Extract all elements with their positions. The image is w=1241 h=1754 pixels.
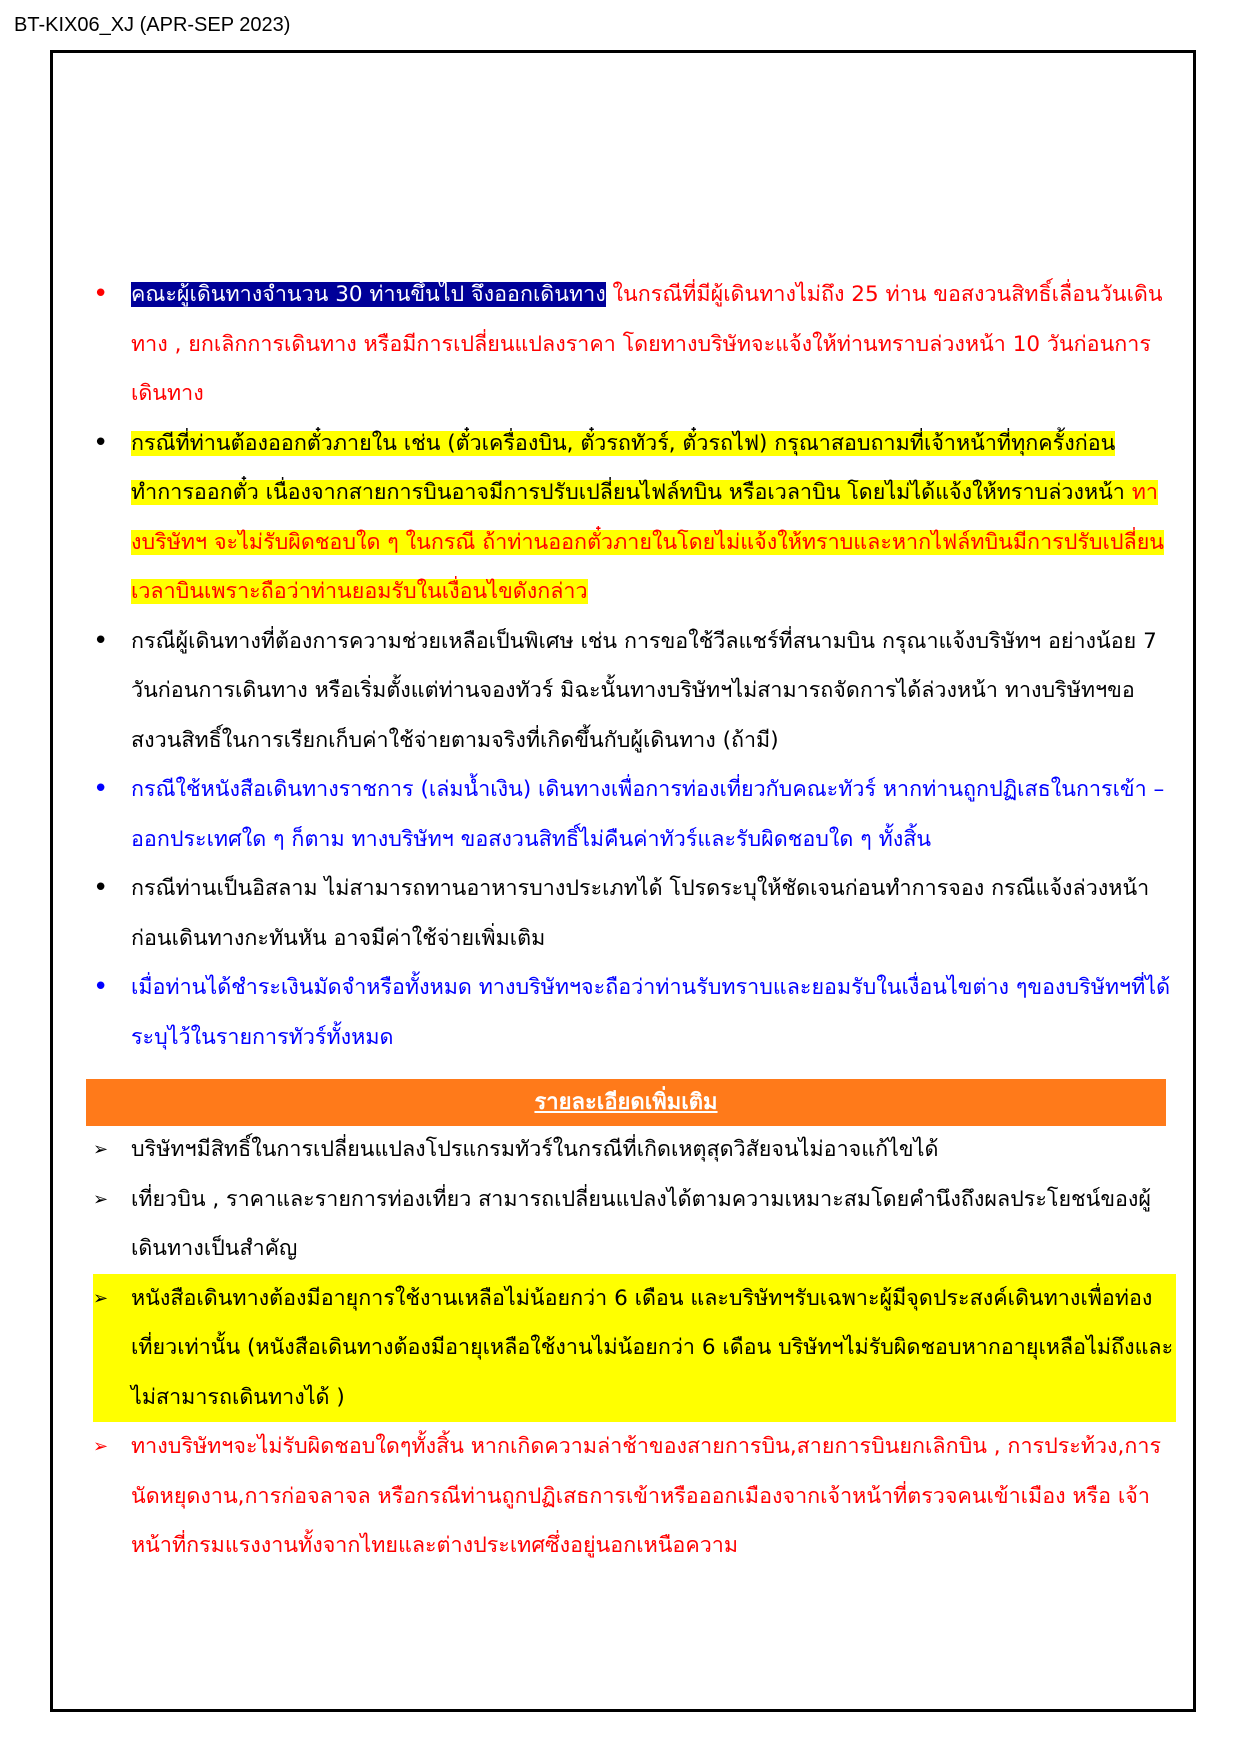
- program-change-text: บริษัทฯมีสิทธิ์ในการเปลี่ยนแปลงโปรแกรมทัวร์ในกรณีที่เกิดเหตุสุดวิสัยจนไม่อาจแก้ไขได้: [131, 1137, 939, 1162]
- flight-price-change-text: เที่ยวบิน , ราคาและรายการท่องเที่ยว สามารถเปลี่ยนแปลงได้ตามความเหมาะสมโดยคำนึงถึงผลประโยชน์ของผู้เดินทางเป็นสำคัญ: [131, 1186, 1152, 1261]
- section-header-more-details: รายละเอียดเพิ่มเติม: [86, 1079, 1166, 1126]
- bullet-dot-icon: •: [93, 873, 109, 903]
- muslim-meals-text: กรณีท่านเป็นอิสลาม ไม่สามารถทานอาหารบางประเภทได้ โปรดระบุให้ชัดเจนก่อนทำการจอง กรณีแจ้งล่วงหน้าก่อนเดินทางกะทันหัน อาจมีค่าใช้จ่ายเพิ่มเติม: [131, 876, 1150, 951]
- official-passport-text: กรณีใช้หนังสือเดินทางราชการ (เล่มน้ำเงิน) เดินทางเพื่อการท่องเที่ยวกับคณะทัวร์ หากท่านถูกปฏิเสธในการเข้า – ออกประเทศใด ๆ ก็ตาม ทางบริษัทฯ ขอสงวนสิทธิ์ไม่คืนค่าทัวร์และรับผิดชอบใด ๆ ทั้งสิ้น: [131, 777, 1165, 852]
- arrow-bullet-icon: ➢: [93, 1436, 109, 1457]
- list-item-special-assistance: [76, 617, 1176, 766]
- arrow-bullet-icon: ➢: [93, 1287, 109, 1309]
- list-item-passport-validity: [93, 1274, 1176, 1423]
- list-item-domestic-ticket: [76, 419, 1176, 617]
- min-travelers-text: ในกรณีที่มีผู้เดินทางไม่ถึง 25 ท่าน ขอสงวนสิทธิ์เลื่อนวันเดินทาง , ยกเลิกการเดินทาง หรือมีการเปลี่ยนแปลงราคา โดยทางบริษัทจะแจ้งให้ท่านทราบล่วงหน้า 10 วันก่อนการเดินทาง: [131, 282, 1163, 406]
- more-details-list: [76, 1125, 1176, 1571]
- list-item-flight-price-change: [76, 1175, 1176, 1274]
- bullet-dot-icon: •: [93, 279, 109, 309]
- conditions-bullet-list: [76, 270, 1176, 1062]
- domestic-ticket-warning: ทางบริษัทฯ จะไม่รับผิดชอบใด ๆ ในกรณี ถ้าท่านออกตั๋วภายในโดยไม่แจ้งให้ทราบและหากไฟล์ทบินมีการปรับเปลี่ยนเวลาบินเพราะถือว่าท่านยอมรับในเงื่อนไขดังกล่าว: [131, 480, 1164, 604]
- list-item-muslim-meals: [76, 864, 1176, 963]
- list-item-liability-disclaimer: [76, 1422, 1176, 1571]
- special-assistance-text: กรณีผู้เดินทางที่ต้องการความช่วยเหลือเป็นพิเศษ เช่น การขอใช้วีลแชร์ที่สนามบิน กรุณาแจ้งบริษัทฯ อย่างน้อย 7 วันก่อนการเดินทาง หรือเริ่มตั้งแต่ท่านจองทัวร์ มิฉะนั้นทางบริษัทฯไม่สามารถจัดการได้ล่วงหน้า ทางบริษัทฯขอสงวนสิทธิ์ในการเรียกเก็บค่าใช้จ่ายตามจริงที่เกิดขึ้นกับผู้เดินทาง (ถ้ามี): [131, 628, 1157, 753]
- payment-acceptance-text: เมื่อท่านได้ชำระเงินมัดจำหรือทั้งหมด ทางบริษัทฯจะถือว่าท่านรับทราบและยอมรับในเงื่อนไขต่าง ๆของบริษัทฯที่ได้ระบุไว้ในรายการทัวร์ทั้งหมด: [131, 975, 1171, 1050]
- bullet-dot-icon: •: [93, 625, 109, 656]
- list-item-payment-acceptance: [76, 963, 1176, 1062]
- arrow-bullet-icon: ➢: [93, 1188, 109, 1210]
- list-item-program-change: [76, 1125, 1176, 1175]
- list-item-min-travelers: [76, 270, 1176, 419]
- bullet-dot-icon: •: [93, 427, 109, 458]
- min-travelers-highlight: คณะผู้เดินทางจำนวน 30 ท่านขึ้นไป จึงออกเดินทาง: [131, 282, 606, 307]
- passport-validity-text: หนังสือเดินทางต้องมีอายุการใช้งานเหลือไม่น้อยกว่า 6 เดือน และบริษัทฯรับเฉพาะผู้มีจุดประสงค์เดินทางเพื่อท่องเที่ยวเท่านั้น (หนังสือเดินทางต้องมีอายุเหลือใช้งานไม่น้อยกว่า 6 เดือน บริษัทฯไม่รับผิดชอบหากอายุเหลือไม่ถึงและไม่สามารถเดินทางได้ ): [131, 1285, 1174, 1410]
- bullet-dot-icon: •: [93, 972, 109, 1002]
- bullet-dot-icon: •: [93, 774, 109, 804]
- liability-disclaimer-text: ทางบริษัทฯจะไม่รับผิดชอบใดๆทั้งสิ้น หากเกิดความล่าช้าของสายการบิน,สายการบินยกเลิกบิน , การประท้วง,การนัดหยุดงาน,การก่อจลาจล หรือกรณีท่านถูกปฏิเสธการเข้าหรือออกเมืองจากเจ้าหน้าที่ตรวจคนเข้าเมือง หรือ เจ้าหน้าที่กรมแรงงานทั้งจากไทยและต่างประเทศซึ่งอยู่นอกเหนือความ: [131, 1434, 1162, 1558]
- domestic-ticket-text: กรณีที่ท่านต้องออกตั๋วภายใน เช่น (ตั๋วเครื่องบิน, ตั๋วรถทัวร์, ตั๋วรถไฟ) กรุณาสอบถามที่เจ้าหน้าที่ทุกครั้งก่อนทำการออกตั๋ว เนื่องจากสายการบินอาจมีการปรับเปลี่ยนไฟล์ทบิน หรือเวลาบิน โดยไม่ได้แจ้งให้ทราบล่วงหน้า: [131, 430, 1125, 505]
- list-item-official-passport: [76, 765, 1176, 864]
- arrow-bullet-icon: ➢: [93, 1139, 109, 1160]
- document-code: BT-KIX06_XJ (APR-SEP 2023): [14, 14, 291, 36]
